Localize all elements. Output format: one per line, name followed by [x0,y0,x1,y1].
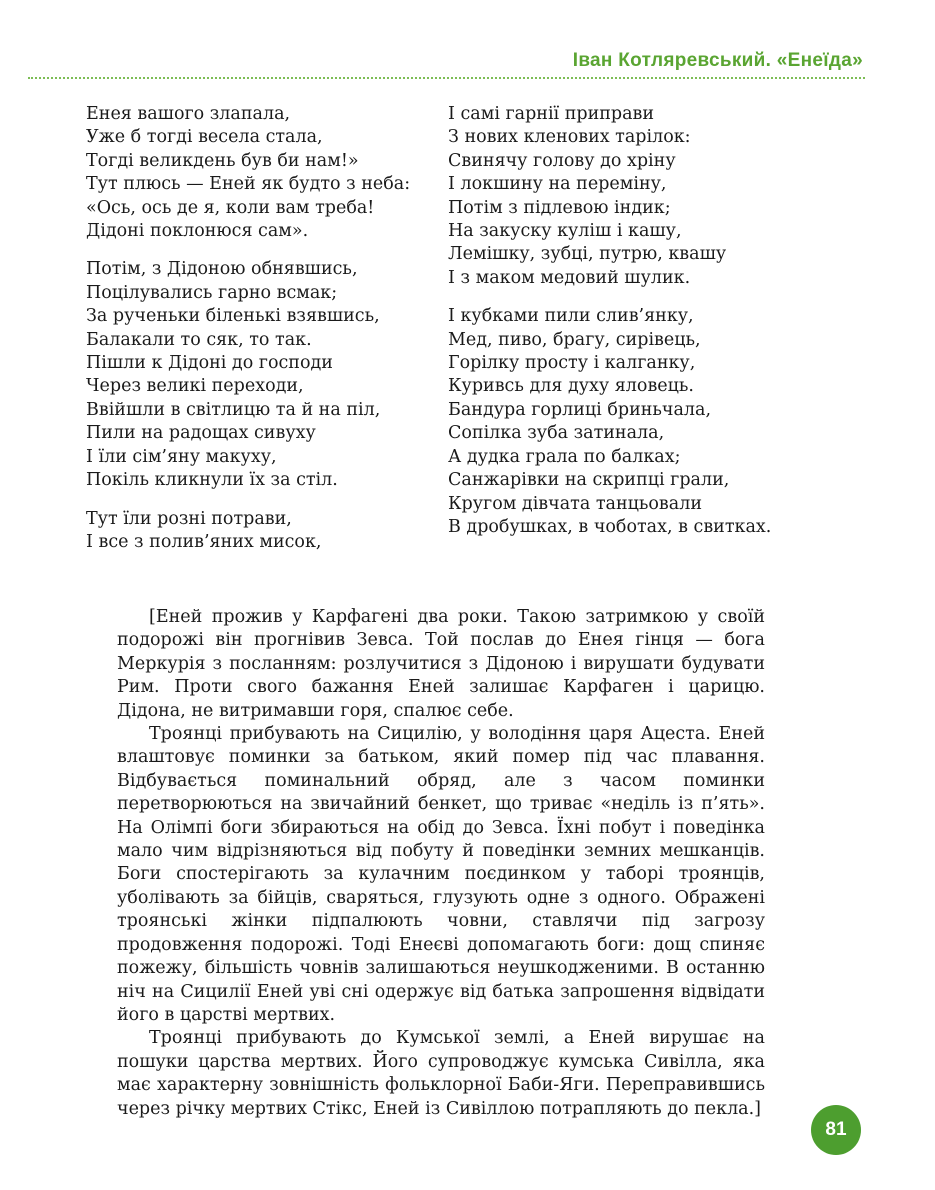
verse-line: Бандура горлиці бриньчала, [448,399,712,420]
stanza [86,103,410,243]
stanza [448,103,771,290]
verse-line: Покіль кликнули їх за стіл. [86,470,338,491]
verse-line: І все з полив’яних мисок, [86,531,322,552]
verse-line: Через великі переходи, [86,376,304,397]
verse-line: І кубками пили слив’янку, [448,306,694,327]
page-number-badge [811,1105,861,1155]
prose-paragraph: [Еней прожив у Карфагені два роки. Такою затримкою у своїй подорожі він прогнівив Зевса. Той послав до Енея гінця — бога Меркурія з посланням: розлучитися з Дідоною і вирушати будувати Рим. Проти свого бажання Еней залишає Карфаген і царицю. Дідона, не витримавши горя, спалює себе. [117,607,765,721]
verse-line: Сопілка зуба затинала, [448,423,665,444]
verse-line: Санжарівки на скрипці грали, [448,470,730,491]
verse-line: Горілку просту і калганку, [448,353,696,374]
verse-line: Уже б тогді весела стала, [86,127,323,148]
verse-line: І самі гарнії приправи [448,104,655,124]
verse-line: Мед, пиво, брагу, сирівець, [448,329,701,350]
verse-line: Кругом дівчата танцьовали [448,493,702,514]
verse-line: Енея вашого злапала, [86,104,291,124]
verse-line: Куривсь для духу яловець. [448,376,694,397]
verse-line: Пили на радощах сивуху [86,423,316,444]
verse-line: І локшину на переміну, [448,174,667,195]
prose-paragraph: Троянці прибувають на Сицилію, у володіння царя Ацеста. Еней влаштовує поминки за батьком, який помер під час плавання. Відбувається поминальний обряд, але з часом поминки перетворюються на звичайний бенкет, що триває «неділь із п’ять». На Олімпі боги збираються на обід до Зевса. Їхні побут і поведінка мало чим відрізняються від побуту й поведінки земних мешканців. Боги спостерігають за кулачним поєдинком у таборі троянців, уболівають за бійців, сваряться, глузують одне з одного. Ображені троянські жінки підпалюють човни, ставлячи під загрозу продовження подорожі. Тоді Енеєві допомагають боги: дощ спиняє пожежу, більшість човнів залишаються неушкодженими. В останню ніч на Сицилії Еней уві сні одержує від батька запрошення відвідати його в царстві мертвих. [117,724,765,1025]
verse-line: І їли сім’яну макуху, [86,446,277,467]
verse-line: Ввійшли в світлицю та й на піл, [86,399,381,420]
stanza [86,258,410,492]
verse-line: Тут плюсь — Еней як будто з неба: [86,174,411,195]
verse-line: З нових кленових тарілок: [448,127,691,148]
verse-line: «Ось, ось де я, коли вам треба! [86,197,375,218]
verse-line: Балакали то сяк, то так. [86,329,312,350]
running-header-title: Іван Котляревський. «Енеїда» [572,50,863,71]
verse-line: І з маком медовий шулик. [448,267,691,288]
stanza [448,305,771,539]
verse-line: А дудка грала по балках; [448,446,681,467]
prose-summary [117,606,765,1121]
header-dotted-rule [28,77,865,79]
verse-line: В дробушках, в чоботах, в свитках. [448,516,772,537]
verse-line: Тут їли розні потрави, [86,508,292,529]
verse-line: На закуску куліш і кашу, [448,221,682,242]
verse-line: Дідоні поклонюся сам». [86,221,309,242]
verse-line: Поцілувались гарно всмак; [86,282,338,303]
verse-line: Потім з підлевою індик; [448,197,671,218]
prose-paragraph: Троянці прибувають до Кумської землі, а Еней вирушає на пошуки царства мертвих. Його супроводжує кумська Сивілла, яка має характерну зовнішність фольклорної Баби-Яги. Переправившись через річку мертвих Стікс, Еней із Сивіллою потрапляють до пекла.] [117,1028,765,1119]
verse-line: Свинячу голову до хріну [448,150,676,171]
poem-column-right [448,103,771,554]
page-number: 81 [825,1119,847,1140]
verse-line: За рученьки біленькі взявшись, [86,306,380,327]
verse-line: Пішли к Дідоні до господи [86,353,333,374]
stanza [86,508,410,555]
verse-line: Потім, з Дідоною обнявшись, [86,259,358,280]
verse-line: Лемішку, зубці, путрю, квашу [448,244,727,265]
poem-column-left [86,103,410,569]
verse-line: Тогді великдень був би нам!» [86,150,359,171]
